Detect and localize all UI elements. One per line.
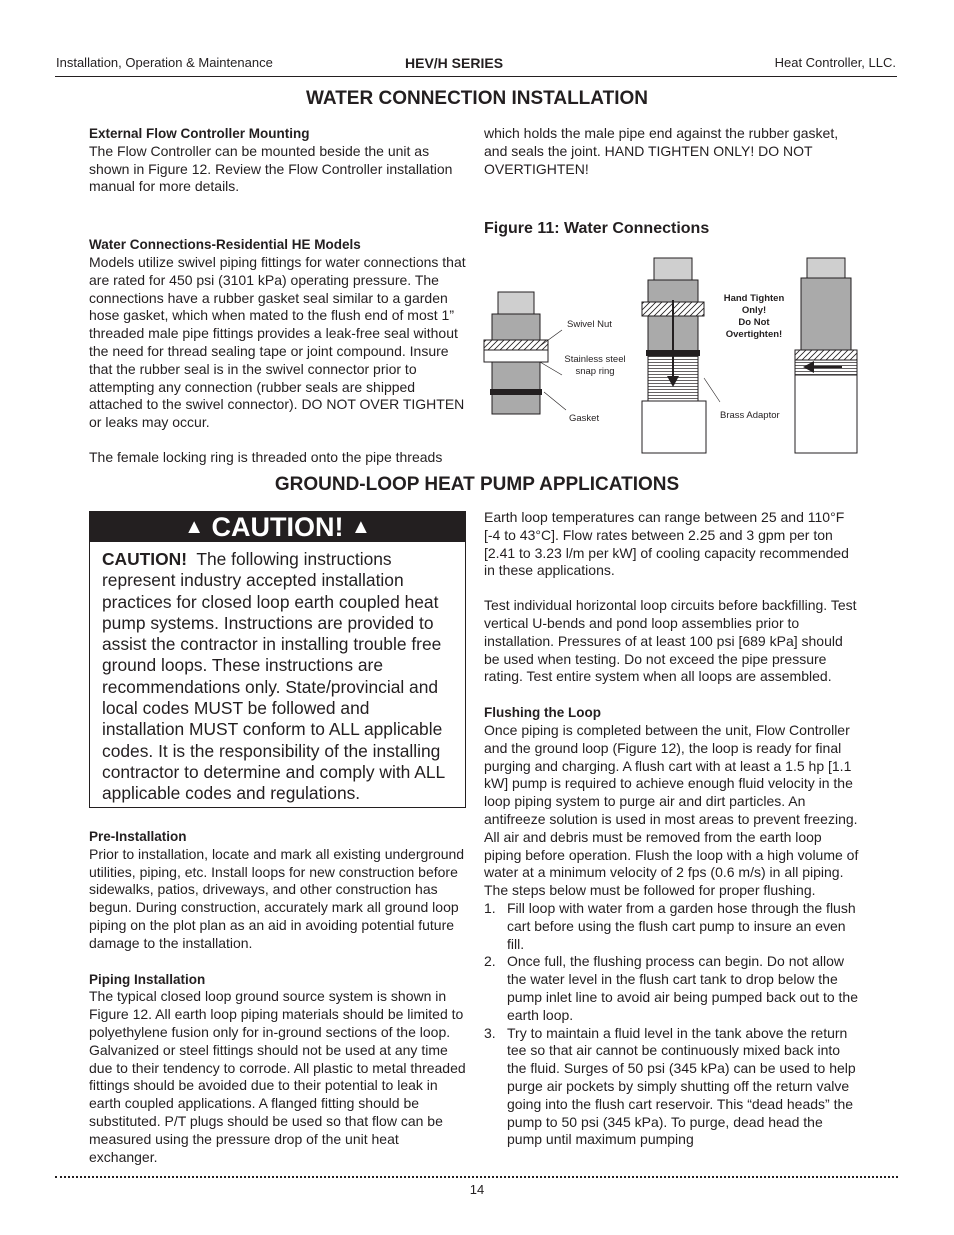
- female-ring-text: The female locking ring is threaded onto the pipe threads: [89, 448, 443, 465]
- warning-triangle-icon-right: ▲: [351, 516, 371, 538]
- caution-banner-text: CAUTION!: [211, 512, 344, 542]
- flushing-step: 3. Try to maintain a fluid level in the tank above the return tee so that air cannot be continuously mixed back into the fluid. Surges of 50 psi (345 kPa) can be used to help purge air pockets by simply shutting off the return valve going into the flush cart reservoir. This “dead heads” the pump to 50 psi (345 kPa). To purge, dead head the pump until maximum pumping: [484, 1024, 856, 1148]
- label-snap-ring-2: snap ring: [575, 366, 615, 377]
- section-title-water-connection: WATER CONNECTION INSTALLATION: [306, 88, 648, 109]
- label-brass-adaptor: Brass Adaptor: [720, 410, 780, 421]
- footer-divider: [55, 1176, 898, 1178]
- fitting-1: [484, 292, 548, 414]
- label-hand-tighten-4: Overtighten!: [725, 329, 783, 340]
- label-hand-tighten-2: Only!: [741, 305, 767, 316]
- header-manual-title: Installation, Operation & Maintenance: [56, 55, 273, 70]
- test-text: Test individual horizontal loop circuits before backfilling. Test vertical U-bends and pond loop assemblies prior to installation. Pressures of at least 100 psi [689 kPa] should be used when testing. Do not exceed the pipe pressure rating. Test entire system when all loops are assembled.: [484, 597, 857, 685]
- label-gasket: Gasket: [569, 413, 600, 424]
- water-connections-diagram: [480, 250, 870, 460]
- earth-loop-text: Earth loop temperatures can range between 25 and 110°F [-4 to 43°C]. Flow rates between 2.25 and 3 gpm per ton [2.41 to 3.23 l/m per kW] of cooling capacity recommended in these applications.: [484, 509, 849, 579]
- label-swivel-nut: Swivel Nut: [567, 319, 612, 330]
- section-title-ground-loop: GROUND-LOOP HEAT PUMP APPLICATIONS: [274, 474, 680, 495]
- right-column-section1: [484, 125, 859, 178]
- residential-text: Models utilize swivel piping fittings for water connections that are rated for 450 psi (3101 kPa) operating pressure. The connections have a rubber gasket seal similar to a garden hose gasket, which when mated to the flush end of most 1” threaded male pipe fittings provides a leak-free seal without the need for thread sealing tape or joint compound. Insure that the rubber seal is in the swivel connector prior to attempting any connection (rubber seals are shipped attached to the swivel connector). DO NOT OVER TIGHTEN or leaks may occur.: [89, 253, 466, 431]
- right-column-section2: [484, 509, 860, 1149]
- warning-triangle-icon-left: ▲: [184, 516, 204, 538]
- left-column-section2: [89, 828, 467, 1166]
- pre-install-heading: Pre-Installation: [89, 829, 187, 844]
- caution-banner: [90, 512, 465, 542]
- fitting-3: [795, 258, 857, 453]
- flushing-heading: Flushing the Loop: [484, 705, 601, 721]
- header-divider: [55, 76, 897, 77]
- label-snap-ring-1: Stainless steel: [564, 354, 626, 365]
- caution-text: The following instructions represent industry accepted installation practices for closed loop earth coupled heat pump systems. Instructions are provided to assist the contractor in installing trouble free ground loops. These instructions are recommendations only. State/provincial and local codes MUST be followed and installation MUST conform to ALL applicable codes. It is the responsibility of the installing contractor to determine and comply with ALL applicable codes and regulations.: [102, 549, 445, 804]
- label-hand-tighten-1: Hand Tighten: [723, 293, 785, 304]
- piping-heading: Piping Installation: [89, 971, 206, 987]
- caution-box: [89, 511, 466, 808]
- pre-install-text: Prior to installation, locate and mark all existing underground utilities, piping, etc. Install loops for new construction before sidewalks, patios, driveways, and other construction has begun. During construction, accurately mark all ground loop piping on the plot plan as an aid in avoiding potential future damage to the installation.: [89, 845, 465, 951]
- flushing-steps: [484, 900, 860, 1149]
- fitting-2: [642, 258, 706, 453]
- page-number: 14: [469, 1182, 485, 1197]
- header-series: HEV/H SERIES: [405, 55, 504, 71]
- flushing-text: Once piping is completed between the unit, Flow Controller and the ground loop (Figure 12), the loop is ready for final purging and charging. A flush cart with at least a 1.5 hp [1.1 kW] pump is required to achieve enough fluid velocity in the loop piping system to purge air and dirt particles. An antifreeze solution is used in most areas to prevent freezing. All air and debris must be removed from the earth loop piping before operation. Flush the loop with a high volume of water at a minimum velocity of 2 fps (0.6 m/s) in all piping. The steps below must be followed for proper flushing.: [484, 721, 859, 899]
- piping-text: The typical closed loop ground source system is shown in Figure 12. All earth loop piping materials should be limited to polyethylene fusion only for in-ground sections of the loop. Galvanized or steel fittings should not be used at any time due to their tendency to corrode. All plastic to metal threaded fittings should be avoided due to their potential to leak in earth coupled applications. A flanged fitting should be substituted. P/T plugs should be used so that flow can be measured using the pressure drop of the unit heat exchanger.: [89, 988, 466, 1165]
- ext-flow-heading: External Flow Controller Mounting: [89, 126, 310, 141]
- continuation-text: which holds the male pipe end against the rubber gasket, and seals the joint. HAND TIGHTEN ONLY! DO NOT OVERTIGHTEN!: [484, 125, 839, 177]
- residential-heading: Water Connections-Residential HE Models: [89, 237, 361, 253]
- figure-11-title: Figure 11: Water Connections: [484, 220, 710, 237]
- left-column-section1: [89, 125, 467, 467]
- label-hand-tighten-3: Do Not: [738, 317, 770, 328]
- ext-flow-text: The Flow Controller can be mounted beside the unit as shown in Figure 12. Review the Flow Controller installation manual for more details.: [89, 142, 453, 195]
- caution-lead: CAUTION!: [102, 549, 188, 569]
- header-company: Heat Controller, LLC.: [774, 55, 896, 70]
- caution-body: [90, 542, 465, 805]
- flushing-step: 2. Once full, the flushing process can begin. Do not allow the water level in the flush cart tank to drop below the pump inlet line to avoid air being pumped back out to the earth loop.: [484, 953, 859, 1023]
- flushing-step: 1. Fill loop with water from a garden hose through the flush cart before using the flush cart pump to insure an even fill.: [484, 899, 856, 952]
